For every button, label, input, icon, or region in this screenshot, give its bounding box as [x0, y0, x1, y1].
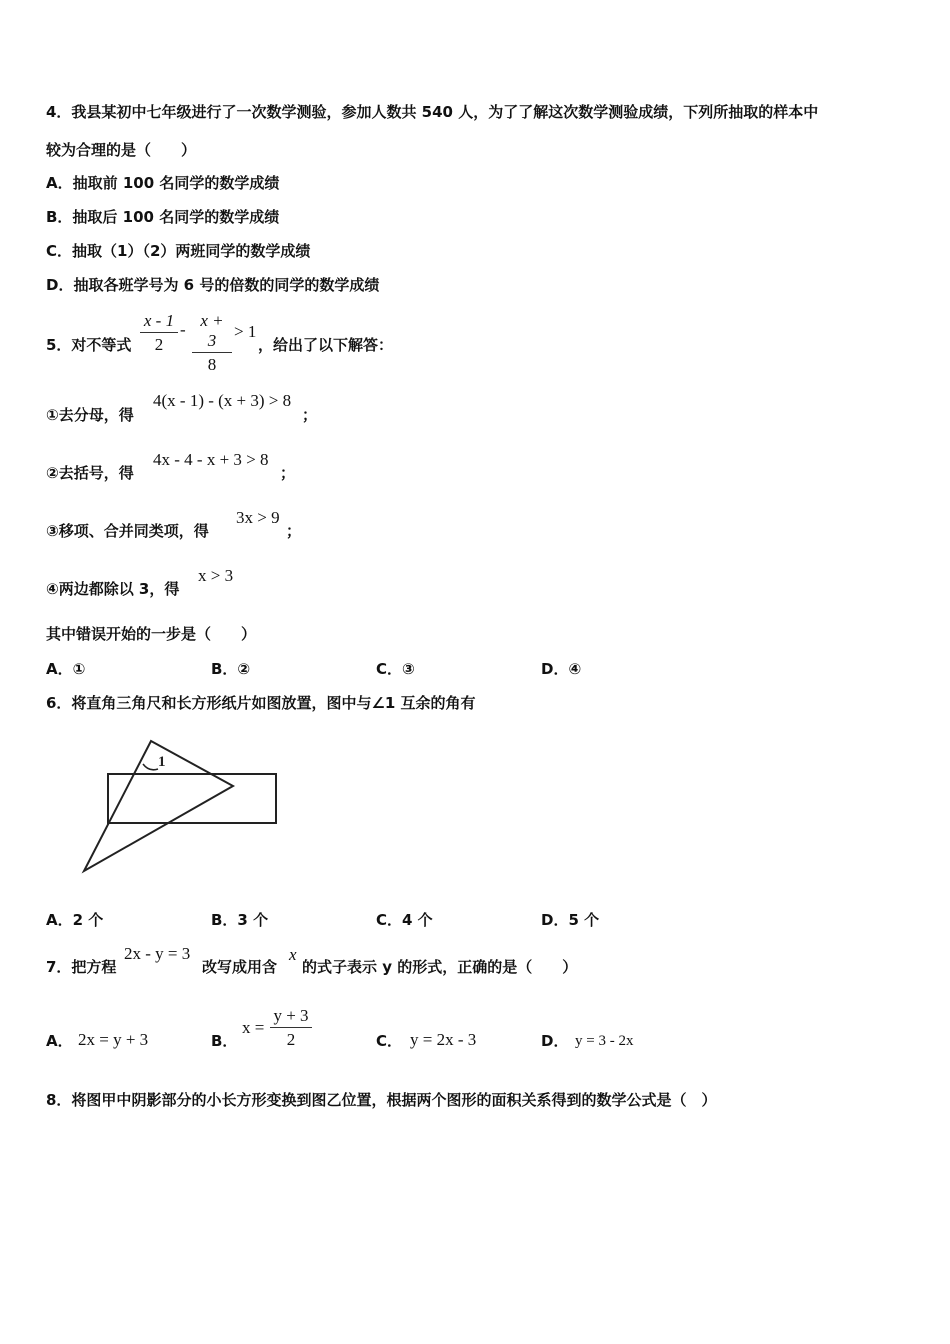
q4-stem-line2: 较为合理的是（ ） — [46, 141, 197, 159]
q5-minus: - — [180, 320, 186, 339]
q7-option-b-label: B． — [211, 1032, 238, 1050]
q5-step-3-text: ③移项、合并同类项，得 — [46, 522, 209, 540]
q5-step-1-end: ； — [302, 406, 318, 424]
q5-suffix: ，给出了以下解答： — [258, 336, 394, 354]
q5-prefix: 5．对不等式 — [46, 336, 132, 354]
q5-option-b: B．② — [211, 660, 251, 678]
q5-option-c: C．③ — [376, 660, 415, 678]
q7-option-b-fraction — [270, 1006, 312, 1050]
q6-option-d: D．5 个 — [541, 911, 600, 929]
q5-step-3-math: 3x > 9 — [236, 508, 280, 527]
q6-option-a: A．2 个 — [46, 911, 104, 929]
q5-frac2-denominator: 8 — [207, 355, 217, 374]
q5-fraction-1 — [140, 311, 178, 355]
q5-step-4-math: x > 3 — [198, 566, 234, 585]
q5-step-2-end: ； — [280, 464, 296, 482]
q8-stem: 8．将图甲中阴影部分的小长方形变换到图乙位置，根据两个图形的面积关系得到的数学公式是（ ） — [46, 1091, 717, 1109]
q7-option-a-label: A． — [46, 1032, 73, 1050]
q7-option-a-math: 2x = y + 3 — [78, 1030, 149, 1049]
q4-option-a: A．抽取前 100 名同学的数学成绩 — [46, 174, 280, 192]
q5-question: 其中错误开始的一步是（ ） — [46, 625, 257, 643]
q5-option-d: D．④ — [541, 660, 582, 678]
q5-fraction-2 — [192, 311, 232, 375]
q5-step-2-text: ②去括号，得 — [46, 464, 134, 482]
q5-frac2-numerator: x + 3 — [192, 311, 232, 353]
rectangle-paper — [108, 774, 276, 823]
q5-step-1-math: 4(x - 1) - (x + 3) > 8 — [153, 391, 292, 410]
q4-option-d: D．抽取各班学号为 6 号的倍数的同学的数学成绩 — [46, 276, 380, 294]
q5-frac1-numerator: x - 1 — [140, 311, 178, 333]
q7-option-d-math: y = 3 - 2x — [575, 1033, 634, 1049]
q6-stem: 6．将直角三角尺和长方形纸片如图放置，图中与∠1 互余的角有 — [46, 694, 476, 712]
q6-option-c: C．4 个 — [376, 911, 433, 929]
q7-var-x: x — [289, 945, 297, 964]
q7-option-b-numerator: y + 3 — [270, 1006, 312, 1028]
q5-step-1-text: ①去分母，得 — [46, 406, 134, 424]
q7-option-d-label: D． — [541, 1032, 569, 1050]
q5-option-a: A．① — [46, 660, 86, 678]
q6-option-b: B．3 个 — [211, 911, 269, 929]
q7-option-b-lhs: x = — [242, 1018, 265, 1037]
q7-mid: 改写成用含 — [202, 958, 278, 976]
q4-option-c: C．抽取（1）（2）两班同学的数学成绩 — [46, 242, 311, 260]
q5-step-4-text: ④两边都除以 3，得 — [46, 580, 180, 598]
q7-prefix: 7．把方程 — [46, 958, 117, 976]
q5-step-3-end: ； — [286, 522, 302, 540]
q7-suffix: 的式子表示 y 的形式，正确的是（ ） — [302, 958, 578, 976]
q7-option-c-label: C． — [376, 1032, 403, 1050]
q5-frac1-denominator: 2 — [154, 335, 164, 354]
angle-1-arc — [143, 764, 158, 770]
q4-option-b: B．抽取后 100 名同学的数学成绩 — [46, 208, 280, 226]
q7-equation: 2x - y = 3 — [124, 944, 191, 963]
q7-option-c-math: y = 2x - 3 — [410, 1030, 477, 1049]
angle-1-label: 1 — [158, 754, 166, 770]
q5-step-2-math: 4x - 4 - x + 3 > 8 — [153, 450, 269, 469]
q7-option-b-denominator: 2 — [286, 1030, 296, 1049]
q6-triangle-rectangle-figure — [70, 730, 290, 880]
q4-stem-line1: 4．我县某初中七年级进行了一次数学测验，参加人数共 540 人，为了了解这次数学测验成绩，下列所抽取的样本中 — [46, 103, 819, 121]
q5-gt-one: > 1 — [234, 322, 257, 341]
